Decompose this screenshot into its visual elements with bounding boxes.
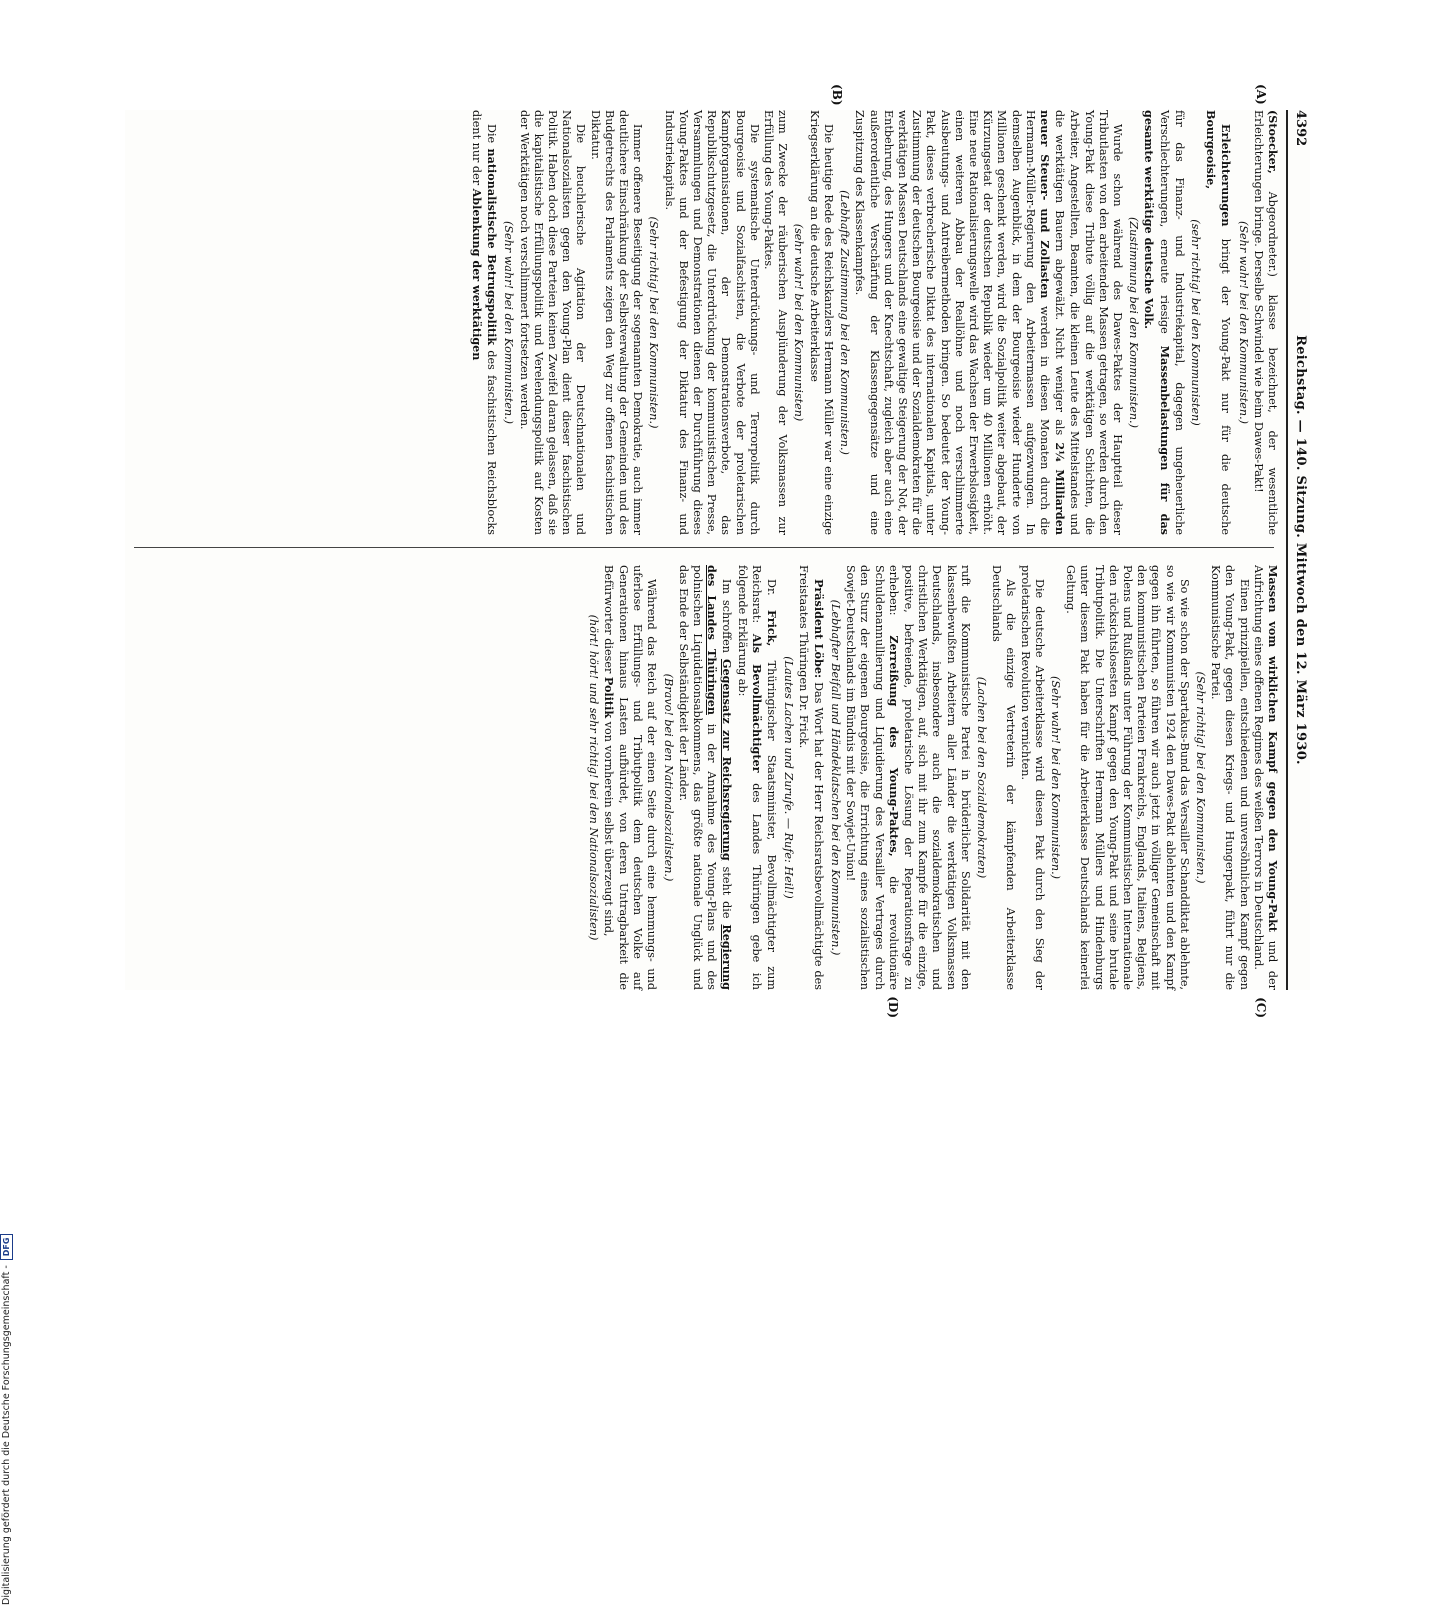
paragraph <box>1203 110 1233 535</box>
paragraph-text: in der Annahme des Young-Plans und des polnischen Liquidationsabkommens, das größte nationale Unglück und das Ende der Selbständigkeit der Länder. <box>676 565 719 990</box>
paragraph <box>1251 110 1280 535</box>
paragraph-text: steht die <box>720 860 734 925</box>
paragraph-text: Wurde schon während des Dawes-Paktes der Hauptteil dieser Tributlasten von den arbeitenden Massen getragen, so werden durch den Young-Pakt diese Tribute völlig auf die werktätigen Schichten, die Arbeiter, Angestellten, Beamten, die kleinen Leute des Mittelstandes und die werktätigen Bauern abgewälzt. Nicht weniger als <box>1053 110 1124 535</box>
interjection: (Sehr richtig! bei den Kommunisten.) <box>647 216 661 429</box>
paragraph-text: Das Wort hat der Herr Reichsratsbevollmächtigte des Freistaates Thüringen Dr. Frick. <box>797 565 825 991</box>
right-column <box>583 565 1280 990</box>
paragraph-text: des Landes Thüringen gebe ich folgende Erklärung ab: <box>735 565 763 990</box>
emphasis: Gegensatz zur Reichsregierung <box>720 658 735 861</box>
paragraph: Die deutsche Arbeiterklasse wird diesen Pakt durch den Sieg der proletarischen Revolution vernichten. <box>1018 565 1046 990</box>
page-title: Reichstag. — 140. Sitzung. Mittwoch den 12. März 1930. <box>1293 335 1308 765</box>
interjection: (Lebhafter Beifall und Händeklatschen bei den Kommunisten.) <box>828 599 842 956</box>
paragraph <box>1251 565 1280 990</box>
paragraph-text: klasse bezeichnet, der wesentliche Erleichterungen bringe. Derselbe Schwindel wie beim Dawes-Pakt! <box>1251 110 1279 535</box>
paragraph: Einen prinzipiellen, entschiedenen und unversöhnlichen Kampf gegen den Young-Pakt, gegen diesen Kriegs- und Hungerpakt, führt nur die Kommunistische Partei. <box>1209 565 1251 990</box>
interjection: (Sehr wahr! bei den Kommunisten.) <box>1236 220 1250 425</box>
paragraph-text: des faschistischen Reichsblocks dient nur der <box>470 110 499 535</box>
emphasis: Massen vom wirklichen Kampf gegen den Young-Pakt <box>1266 565 1280 933</box>
interjection: (Zustimmung bei den Kommunisten.) <box>1127 217 1141 428</box>
emphasis: Regierung des Landes Thüringen <box>705 565 735 990</box>
paragraph <box>1141 110 1186 535</box>
paragraph: So wie schon der Spartakus-Bund das Versailler Schanddiktat ablehnte, so wie wir Kommunisten 1924 den Dawes-Pakt ablehnten und den Kampf gegen ihn führten, so führen wir auch jetzt in völliger Gemeinschaft mit den kommunistischen Parteien Frankreichs, Englands, Italiens, Belgiens, Polens und Rußlands unter Führung der Kommunistischen Internationale den rücksichtslosesten Kampf gegen den Young-Pakt und seine brutale Tributpolitik. Die Unterschriften Hermann Müllers und Hindenburgs unter diesem Pakt haben für die Arbeiterklasse Deutschlands keinerlei Geltung. <box>1064 565 1191 990</box>
column-divider <box>134 547 1274 548</box>
paragraph-text: für das Finanz- und Industriekapital, dagegen ungeheuerliche Verschlechterungen, erneute riesige <box>1157 110 1186 535</box>
margin-marker-d: (D) <box>886 996 900 1018</box>
paragraph <box>852 110 1124 535</box>
paragraph <box>843 565 972 990</box>
paragraph <box>676 565 735 990</box>
emphasis: Politik <box>601 676 616 719</box>
interjection: (Lautes Lachen und Zurufe. — Rufe: Heil!) <box>782 656 796 899</box>
speaker-name: Frick, <box>765 609 780 647</box>
speaker-name: Präsident Löbe: <box>811 579 826 679</box>
digitization-credit <box>0 605 16 1605</box>
margin-marker-b: (B) <box>830 84 844 106</box>
paragraph-text: Während das Reich auf der einen Seite durch eine hemmungs- und uferlose Erfüllungs- und Tributpolitik dem deutschen Volke auf Generationen hinaus Lasten aufbürdet, von deren Untragbarkeit die Befürworter dieser <box>601 565 659 990</box>
interjection: (Bravo! bei den Nationalsozialisten.) <box>661 673 675 882</box>
speaker-name: (Stoecker, <box>1266 110 1280 174</box>
emphasis: Ablenkung der werktätigen <box>470 188 485 361</box>
speaker-role: Abgeordneter.) <box>1266 173 1279 277</box>
emphasis: Zerreißung des Young-Paktes, <box>886 635 901 857</box>
left-column <box>469 110 1280 535</box>
paragraph: Als die einzige Vertreterin der kämpfenden Arbeiterklasse Deutschlands <box>990 565 1018 990</box>
paragraph-text: bringt der Young-Pakt nur für die deutsche <box>1219 226 1233 535</box>
paragraph <box>601 565 659 990</box>
header-rule <box>1286 110 1288 990</box>
paragraph-text: Die <box>485 124 499 149</box>
paragraph-text: die revolutionäre Schuldenannullierung und Liquidierung des Versailler Vertrages durch den Sturz der eigenen Bourgeoisie, die Errichtung eines sozialistischen Sowjet-Deutschlands im Bündnis mit der Sowjet-Union! <box>844 565 900 990</box>
interjection: (Sehr richtig! bei den Kommunisten.) <box>1193 671 1207 884</box>
paragraph: Die heuchlerische Agitation der Deutschnationalen und Nationalsozialisten gegen den Young-Plan dient dieser faschistischen Politik. Haben doch diese Parteien keinen Zweifel daran gelassen, daß sie die kapitalistische Erfüllungspolitik und Verelendungspolitik auf Kosten der Werktätigen noch verschlimmert fortsetzen werden. <box>517 110 588 535</box>
paragraph: Die systematische Unterdrückungs- und Terrorpolitik durch Bourgeoisie und Sozialfaschisten, die Verbote der proletarischen Kampforganisationen, der Demonstrationsverbote, das Republikschutzgesetz, die Unterdrückung der kommunistischen Presse, Versammlungen und Demonstrationen dienen der Durchführung dieses Young-Paktes und der Befestigung der Diktatur des Finanz- und Industriekapitals. <box>662 110 761 535</box>
interjection: (Lebhafte Zustimmung bei den Kommunisten.) <box>838 190 852 455</box>
interjection: (hört! hört! und sehr richtig! bei den Nationalsozialisten) <box>586 614 600 941</box>
dfg-logo-icon: DFG <box>0 1234 13 1261</box>
paragraph-text: Dr. <box>765 579 779 610</box>
paragraph-text: Im schroffen <box>720 579 734 659</box>
paragraph: Immer offenere Beseitigung der sogenannten Demokratie, auch immer deutlichere Einschränkung der Selbstverwaltung der Gemeinden und des Budgetrechts des Parlaments zeigen den Weg zur offenen faschistischen Diktatur. <box>588 110 645 535</box>
page-number: 4392 <box>1293 110 1308 147</box>
interjection: (Lachen bei den Sozialdemokraten) <box>974 676 988 879</box>
page-header <box>1288 110 1310 990</box>
paragraph-text: ruft die Kommunistische Partei in brüderlicher Solidarität mit den klassenbewußten Arbeitern aller Länder die werktätigen Volksmassen Deutschlands, insbesondere auch die sozialdemokratischen und christlichen Werktätigen, auf, sich mit ihr zum Kampfe für die einzige, positive, befreiende, proletarische Lösung der Reparationsfrage zu erheben: <box>886 565 972 990</box>
emphasis: Bourgeoisie, <box>1204 110 1219 190</box>
emphasis: Massenbelastungen für das gesamte werktätige deutsche Volk. <box>1142 110 1172 535</box>
paragraph-text: von vornherein selbst überzeugt sind, <box>601 718 615 937</box>
paragraph <box>469 110 499 535</box>
emphasis: nationalistische Betrugspolitik <box>485 148 500 346</box>
emphasis: 2¼ Milliarden neuer Steuer- und Zollasten <box>1037 110 1068 535</box>
paragraph: zum Zwecke der räuberischen Ausplünderung der Volksmassen zur Erfüllung des Young-Paktes. <box>762 110 790 535</box>
margin-marker-c: (C) <box>1254 997 1268 1018</box>
emphasis: Erleichterungen <box>1219 124 1234 227</box>
interjection: (Sehr wahr! bei den Kommunisten.) <box>1048 675 1062 880</box>
interjection: (Sehr wahr! bei den Kommunisten.) <box>502 220 516 425</box>
interjection: (sehr wahr! bei den Kommunisten) <box>792 223 806 422</box>
interjection: (sehr richtig! bei den Kommunisten) <box>1188 219 1202 426</box>
paragraph-text: werden in diesen Monaten durch die Hermann-Müller-Regierung den Arbeitermassen aufgezwungen. In demselben Augenblick, in dem der Bourgeoisie wieder Hunderte von Millionen geschenkt werden, wird die Sozialpolitik weiter abgebaut, der Kürzungsetat der deutschen Republik wieder um 40 Millionen erhöht. Eine neue Rationalisierungswelle wird das Wachsen der Erwerbslosigkeit, einen weiteren Abbau der Reallöhne und noch verschlimmerte Ausbeutungs- und Antreibermethoden bringen. So bedeutet der Young-Pakt, dieses verbrecherische Diktat des internationalen Kapitals, unter Zustimmung der deutschen Bourgeoisie und der Sozialdemokraten für die werktätigen Massen Deutschlands eine gewaltige Steigerung der Not, der Entbehrung, des Hungers und der Knechtschaft, zugleich aber auch eine außerordentliche Verschärfung der Klassengegensätze und eine Zuspitzung des Klassenkampfes. <box>853 110 1051 536</box>
paragraph-text: und der Aufrichtung eines offenen Regimes des weißen Terrors in Deutschland. <box>1251 565 1279 990</box>
emphasis: Als Bevollmächtigter <box>749 633 764 773</box>
credit-text: Digitalisierung gefördert durch die Deutsche Forschungsgemeinschaft - <box>1 1265 12 1605</box>
paragraph-text: Thüringischer Staatsminister, Bevollmächtigter zum Reichsrat: <box>749 565 779 990</box>
paragraph <box>734 565 779 990</box>
margin-marker-a: (A) <box>1254 84 1268 105</box>
paragraph: Die heutige Rede des Reichskanzlers Hermann Müller war eine einzige Kriegserklärung an die deutsche Arbeiterklasse <box>807 110 835 535</box>
paragraph <box>796 565 825 990</box>
newspaper-page <box>125 84 1310 1018</box>
